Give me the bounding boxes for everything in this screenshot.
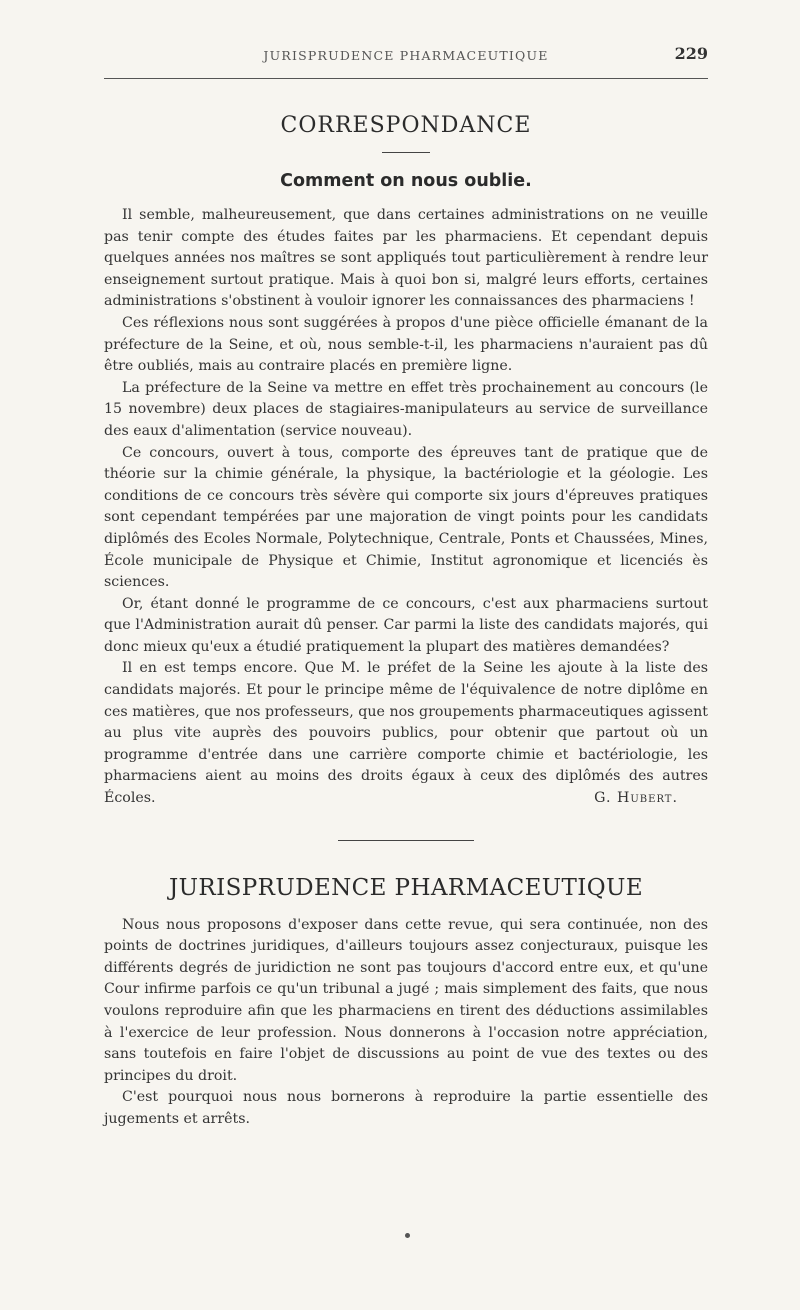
- running-title: JURISPRUDENCE PHARMACEUTIQUE: [263, 48, 549, 63]
- jurisprudence-body: [104, 915, 708, 1131]
- correspondance-body: [104, 205, 708, 810]
- article-subtitle: Comment on nous oublie.: [280, 171, 532, 191]
- paragraph: Nous nous proposons d'exposer dans cette revue, qui sera continuée, non des points de doctrines juridiques, d'ailleurs toujours assez conjecturaux, puisque les différents degrés de juridiction ne sont pas toujours d'accord entre eux, et qu'une Cour infirme parfois ce qu'un tribunal a jugé ; mais simplement des faits, que nous voulons reproduire afin que les pharmaciens en tirent des déductions assimilables à l'exercice de leur profession. Nous donnerons à l'occasion notre appréciation, sans toutefois en faire l'objet de discussions au point de vue des textes ou des principes du droit.: [104, 916, 708, 1084]
- paragraph: Or, étant donné le programme de ce concours, c'est aux pharmaciens surtout que l'Administration aurait dû penser. Car parmi la liste des candidats majorés, qui donc mieux qu'eux a étudié pratiquement la plupart des matières demandées?: [104, 595, 708, 655]
- paragraph: Ce concours, ouvert à tous, comporte des épreuves tant de pratique que de théorie sur la chimie générale, la physique, la bactériologie et la géologie. Les conditions de ce concours très sévère qui comporte six jours d'épreuves pratiques sont cependant tempérées par une majoration de vingt points pour les candidats diplômés des Ecoles Normale, Polytechnique, Centrale, Ponts et Chaussées, Mines, École municipale de Physique et Chimie, Institut agronomique et licenciés ès sciences.: [104, 444, 708, 591]
- paragraph: C'est pourquoi nous nous bornerons à reproduire la partie essentielle des jugements et arrêts.: [104, 1089, 708, 1127]
- last-paragraph-block: [104, 658, 708, 809]
- page-number: 229: [674, 44, 708, 63]
- paragraph: Il en est temps encore. Que M. le préfet de la Seine les ajoute à la liste des candidats majorés. Et pour le principe même de l'équivalence de notre diplôme en ces matières, que nos professeurs, que nos groupements pharmaceutiques agissent au plus vite auprès des pouvoirs publics, pour obtenir que partout où un programme d'entrée dans une carrière comporte chimie et bactériologie, les pharmaciens aient au moins des droits égaux à ceux des diplômés des autres Écoles.: [104, 660, 708, 807]
- correspondance-title: CORRESPONDANCE: [280, 113, 532, 138]
- paragraph: Ces réflexions nous sont suggérées à propos d'une pièce officielle émanant de la préfecture de la Seine, et où, nous semble-t-il, les pharmaciens n'auraient pas dû être oubliés, mais au contraire placés en première ligne.: [104, 314, 708, 375]
- ink-dot: [405, 1233, 410, 1238]
- journal-page: [104, 40, 708, 1131]
- paragraph: La préfecture de la Seine va mettre en effet très prochainement au concours (le 15 novembre) deux places de stagiaires-manipulateurs au service de surveillance des eaux d'alimentation (service nouveau).: [104, 379, 708, 439]
- jurisprudence-title: JURISPRUDENCE PHARMACEUTIQUE: [168, 874, 644, 901]
- section-divider: [338, 840, 474, 841]
- running-head: [104, 40, 708, 66]
- header-rule: [104, 78, 708, 79]
- paragraph: Il semble, malheureusement, que dans certaines administrations on ne veuille pas tenir compte des études faites par les pharmaciens. Et cependant depuis quelques années nos maîtres se sont appliqués tout particulièrement à rendre leur enseignement surtout pratique. Mais à quoi bon si, malgré leurs efforts, certaines administrations s'obstinent à vouloir ignorer les connaissances des pharmaciens !: [104, 207, 708, 310]
- author-signature: G. Hubert.: [594, 790, 678, 807]
- title-rule: [382, 152, 430, 153]
